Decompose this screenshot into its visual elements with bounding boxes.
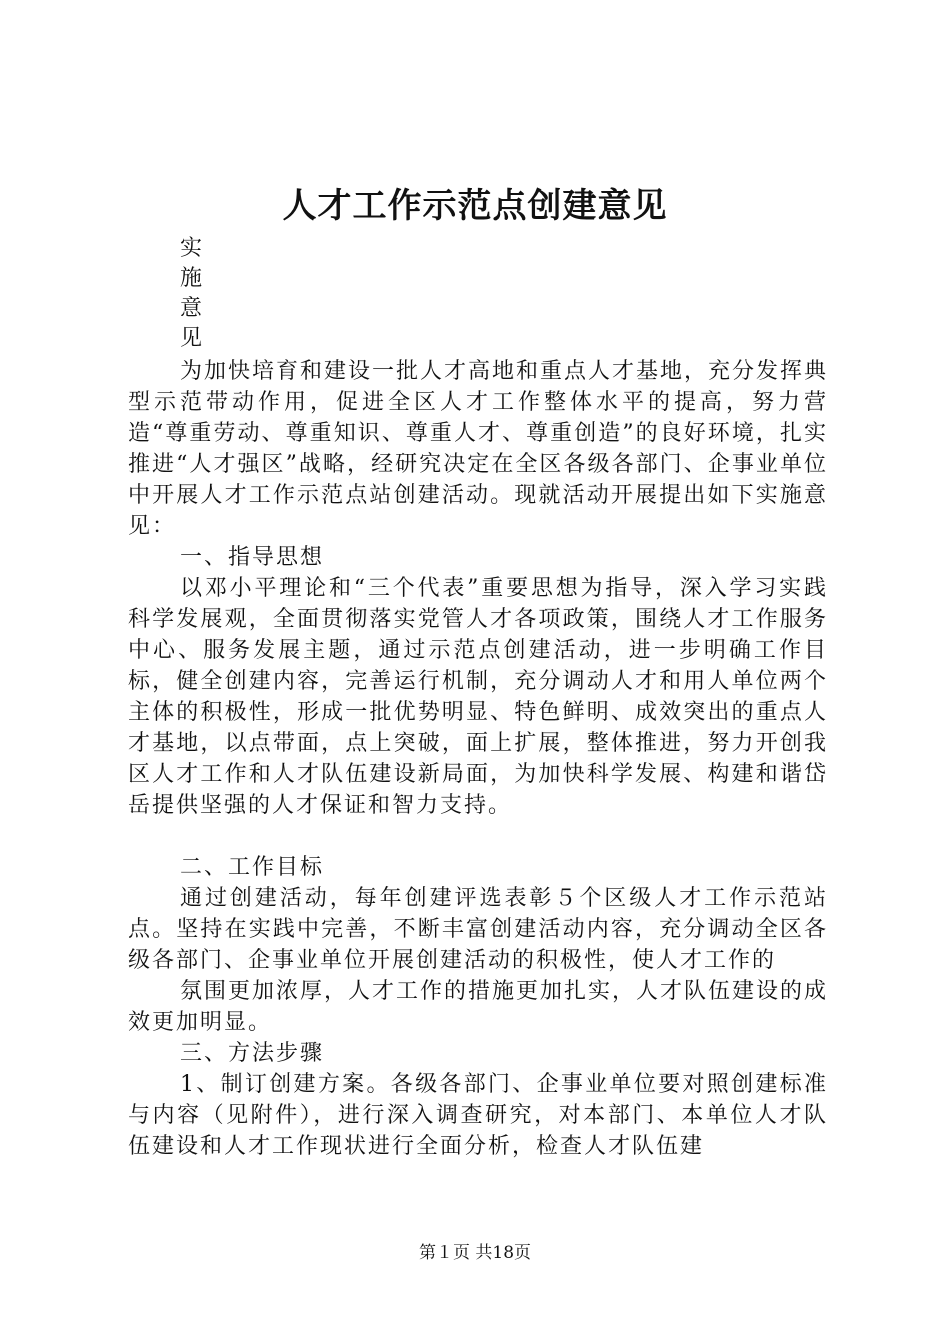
work-goals-paragraph-continued: 氛围更加浓厚，人才工作的措施更加扎实，人才队伍建设的成效更加明显。 [128,979,829,1035]
section-heading-work-goals: 二、工作目标 [180,855,325,880]
section-heading-guiding-ideology: 一、指导思想 [180,545,325,570]
guiding-ideology-paragraph: 以邓小平理论和“三个代表”重要思想为指导，深入学习实践科学发展观，全面贯彻落实党管人才各项政策，围绕人才工作服务中心、服务发展主题，通过示范点创建活动，进一步明确工作目标，健全创建内容，完善运行机制，充分调动人才和用人单位两个主体的积极性，形成一批优势明显、特色鲜明、成效突出的重点人才基地，以点带面，点上突破，面上扩展，整体推进，努力开创我区人才工作和人才队伍建设新局面，为加快科学发展、构建和谐岱岳提供坚强的人才保证和智力支持。 [128,576,828,818]
vertical-heading [180,234,210,354]
vertical-char: 见 [180,326,203,351]
vertical-char: 施 [180,266,203,291]
document-body [128,356,828,1162]
vertical-char: 意 [180,296,203,321]
section-heading-method-steps: 三、方法步骤 [180,1041,325,1066]
vertical-char: 实 [180,236,203,261]
step-one-paragraph: 1、制订创建方案。各级各部门、企事业单位要对照创建标准与内容（见附件），进行深入调查研究，对本部门、本单位人才队伍建设和人才工作现状进行全面分析，检查人才队伍建 [128,1072,828,1159]
work-goals-paragraph: 通过创建活动，每年创建评选表彰５个区级人才工作示范站点。坚持在实践中完善，不断丰富创建活动内容，充分调动全区各级各部门、企事业单位开展创建活动的积极性，使人才工作的 [128,886,828,973]
intro-paragraph: 为加快培育和建设一批人才高地和重点人才基地，充分发挥典型示范带动作用，促进全区人才工作整体水平的提高，努力营造“尊重劳动、尊重知识、尊重人才、尊重创造”的良好环境，扎实推进“人才强区”战略，经研究决定在全区各级各部门、企事业单位中开展人才工作示范点站创建活动。现就活动开展提出如下实施意见： [128,359,829,539]
page-number-footer: 第１页 共18页 [418,1243,532,1263]
document-title: 人才工作示范点创建意见 [282,186,668,226]
